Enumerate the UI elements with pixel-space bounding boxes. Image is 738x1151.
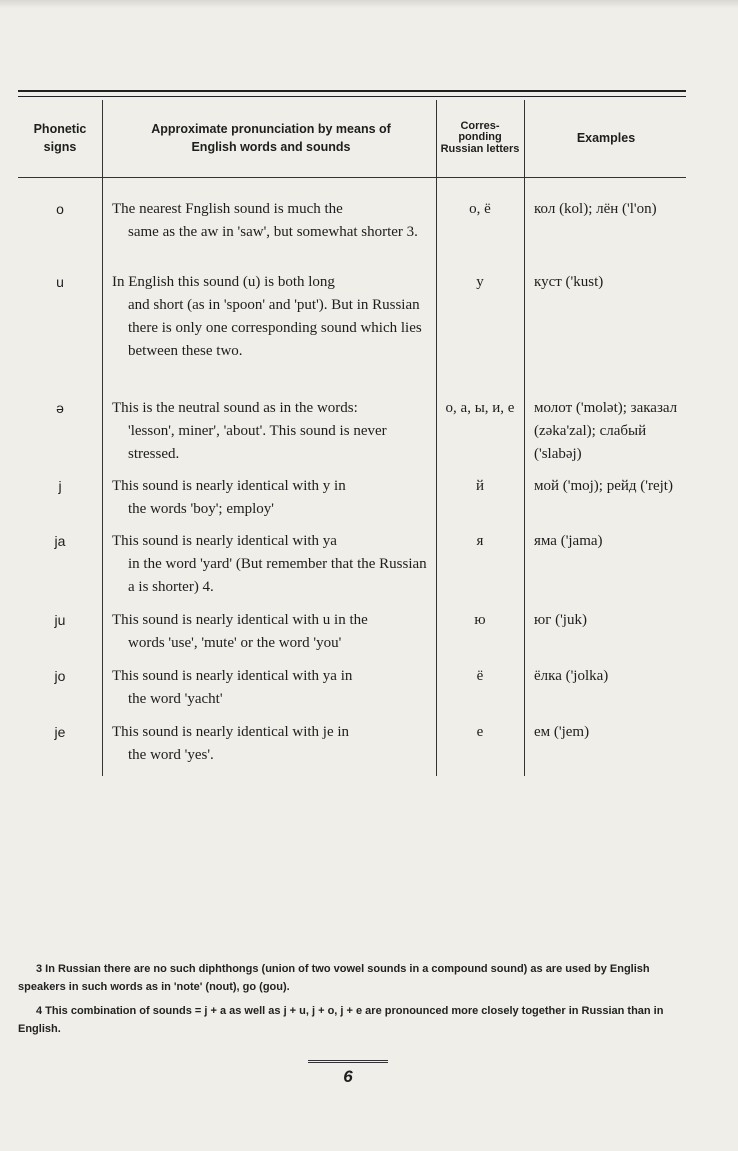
phonetic-sign: je (54, 724, 66, 740)
phonetic-sign: ju (54, 612, 66, 628)
russian-letters: й (475, 478, 485, 494)
header-approx-pronunciation: Approximate pronunciation by means of English words and sounds (151, 122, 391, 154)
page-number: 6 (343, 1067, 353, 1086)
page-edge-shadow (0, 0, 738, 8)
page-number-rule (308, 1060, 388, 1063)
footnote-4: 4 This combination of sounds = j + a as well as j + u, j + o, j + e are pronounced more closely together in Russian than in English. (18, 1005, 664, 1035)
examples: ёлка ('jolka) (534, 668, 609, 684)
examples: ем ('jem) (534, 724, 590, 740)
pronunciation-description (112, 198, 434, 244)
russian-letters: ю (474, 612, 486, 628)
examples: мой ('moj); рейд ('rejt) (534, 478, 673, 494)
phonetic-sign: ə (56, 400, 64, 416)
phonetic-sign: j (58, 478, 62, 494)
description-continuation: the word 'yacht' (128, 691, 223, 707)
description-first-line: This sound is nearly identical with ya (112, 533, 337, 549)
column-divider (524, 100, 525, 776)
pronunciation-description (112, 665, 434, 711)
table-top-rule-thin (18, 96, 686, 97)
pronunciation-description (112, 609, 434, 655)
examples: яма ('jama) (534, 533, 603, 549)
russian-letters: у (476, 274, 484, 290)
description-continuation: and short (as in 'spoon' and 'put'). But in Russian there is only one corresponding sound which lies between these two. (128, 297, 422, 359)
description-first-line: This sound is nearly identical with ya in (112, 668, 353, 684)
header-bottom-rule (18, 177, 686, 178)
pronunciation-description (112, 271, 434, 363)
phonetic-sign: u (56, 274, 64, 290)
description-continuation: the word 'yes'. (128, 747, 214, 763)
description-first-line: In English this sound (u) is both long (112, 274, 335, 290)
description-first-line: This sound is nearly identical with je in (112, 724, 350, 740)
description-continuation: 'lesson', miner', 'about'. This sound is never stressed. (128, 423, 387, 462)
description-first-line: This sound is nearly identical with u in the (112, 612, 368, 628)
description-continuation: in the word 'yard' (But remember that the Russian a is shorter) 4. (128, 556, 427, 595)
footnotes (18, 960, 690, 1044)
pronunciation-description (112, 530, 434, 599)
description-first-line: The nearest Fnglish sound is much the (112, 201, 343, 217)
russian-letters: я (476, 533, 484, 549)
examples: юг ('juk) (534, 612, 587, 628)
russian-letters: о, ё (469, 201, 491, 217)
phonetic-sign: ja (54, 533, 66, 549)
examples: куст ('kust) (534, 274, 604, 290)
table-top-rule (18, 90, 686, 92)
description-continuation: same as the aw in 'saw', but somewhat shorter 3. (128, 224, 418, 240)
pronunciation-description (112, 397, 434, 466)
phonetic-sign: jo (54, 668, 66, 684)
header-phonetic-signs: Phonetic signs (33, 122, 87, 154)
phonetic-sign: o (56, 201, 64, 217)
russian-letters: е (476, 724, 484, 740)
examples: кол (kol); лён ('l'on) (534, 201, 657, 217)
russian-letters: о, а, ы, и, е (445, 400, 515, 416)
header-russian-letters: Corres- ponding Russian letters (440, 119, 520, 155)
pronunciation-description (112, 475, 434, 521)
footnote-3: 3 In Russian there are no such diphthongs (union of two vowel sounds in a compound sound) as are used by English speakers in such words as in 'note' (nout), go (gou). (18, 963, 650, 993)
header-examples: Examples (576, 131, 636, 145)
description-first-line: This sound is nearly identical with y in (112, 478, 346, 494)
description-continuation: words 'use', 'mute' or the word 'you' (128, 635, 342, 651)
description-continuation: the words 'boy'; employ' (128, 501, 275, 517)
russian-letters: ё (476, 668, 484, 684)
description-first-line: This is the neutral sound as in the words: (112, 400, 358, 416)
examples: молот ('molət); заказал (zəka'zal); слабый ('slabəj) (534, 400, 678, 462)
column-divider (102, 100, 103, 776)
pronunciation-description (112, 721, 434, 767)
